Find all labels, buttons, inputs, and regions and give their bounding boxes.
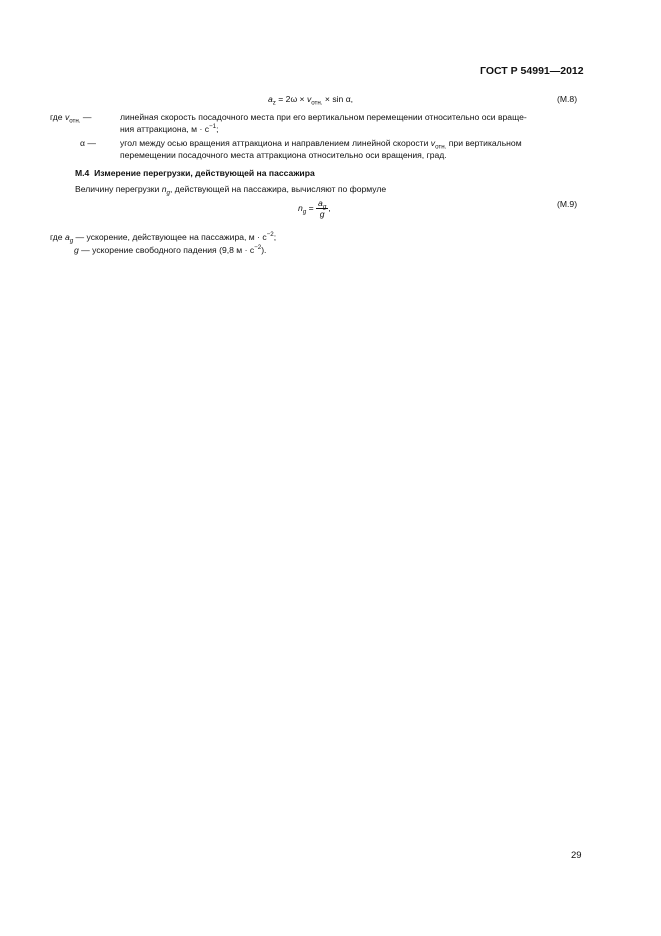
paragraph-text: , действующей на пассажира, вычисляют по формуле	[169, 184, 387, 194]
eq-var-n: n	[298, 202, 303, 213]
definition-sup: −2	[266, 231, 274, 239]
where-term-v	[50, 112, 92, 125]
term-sub: отн.	[69, 117, 81, 125]
definition-text: — ускорение свободного падения (9,8 м · с	[78, 245, 255, 255]
definition-sup: −2	[254, 244, 262, 252]
term-sub: отн.	[435, 143, 447, 151]
eq-text: ,	[328, 202, 331, 213]
definition-text: — ускорение, действующее на пассажира, м · с	[73, 232, 267, 242]
definition-text: ).	[261, 245, 267, 255]
equation-m8	[268, 94, 354, 107]
eq-text: =	[306, 202, 317, 213]
definition-line	[120, 124, 218, 134]
where-line-ag	[50, 231, 277, 245]
fraction-denominator: g	[316, 208, 328, 219]
term-sub: g	[166, 189, 170, 197]
equation-number: (М.9)	[557, 199, 578, 209]
definition-text: угол между осью вращения аттракциона и направлением линейной скорости	[120, 138, 431, 148]
term-dash: —	[80, 112, 92, 122]
section-number: М.4	[75, 168, 90, 178]
eq-sub: z	[272, 99, 276, 107]
term-sub: g	[69, 237, 74, 245]
definition-text: ;	[216, 124, 219, 134]
term-var: n	[161, 184, 167, 194]
equation-number: (М.8)	[557, 94, 578, 104]
eq-sub: g	[322, 203, 327, 211]
where-term-alpha: α —	[80, 138, 96, 148]
paragraph-text: Величину перегрузки	[75, 184, 162, 194]
fraction-numerator	[316, 198, 328, 211]
eq-sub: g	[302, 208, 307, 216]
term-var: v	[430, 138, 436, 148]
where-lead: где	[50, 112, 65, 122]
definition-sup: −1	[209, 123, 217, 131]
eq-text: = 2ω ×	[275, 94, 307, 104]
fraction	[316, 198, 331, 219]
definition-text: при вертикальном	[446, 138, 522, 148]
where-lead: где	[50, 232, 65, 242]
where-line-g	[74, 245, 266, 255]
page-number: 29	[571, 850, 582, 861]
eq-text: × sin α,	[322, 94, 354, 104]
definition-text: ния аттракциона, м · с	[120, 124, 210, 134]
eq-var-v: v	[306, 94, 312, 104]
eq-sub: отн.	[311, 99, 323, 107]
term-var: g	[74, 245, 79, 255]
section-heading	[75, 168, 315, 178]
section-title: Измерение перегрузки, действующей на пассажира	[94, 168, 315, 178]
paragraph	[75, 184, 387, 197]
eq-var-a: a	[318, 198, 323, 208]
term-var: a	[64, 232, 70, 242]
definition-line	[120, 138, 522, 151]
document-header: ГОСТ Р 54991—2012	[480, 65, 584, 77]
definition-line: перемещении посадочного места аттракциона относительно оси вращения, град.	[120, 150, 447, 160]
eq-var-a: a	[268, 94, 273, 104]
definition-text: ;	[273, 232, 277, 242]
equation-m9	[298, 198, 331, 219]
term-var: v	[64, 112, 70, 122]
definition-line: линейная скорость посадочного места при его вертикальном перемещении относительно оси враще-	[120, 112, 527, 122]
